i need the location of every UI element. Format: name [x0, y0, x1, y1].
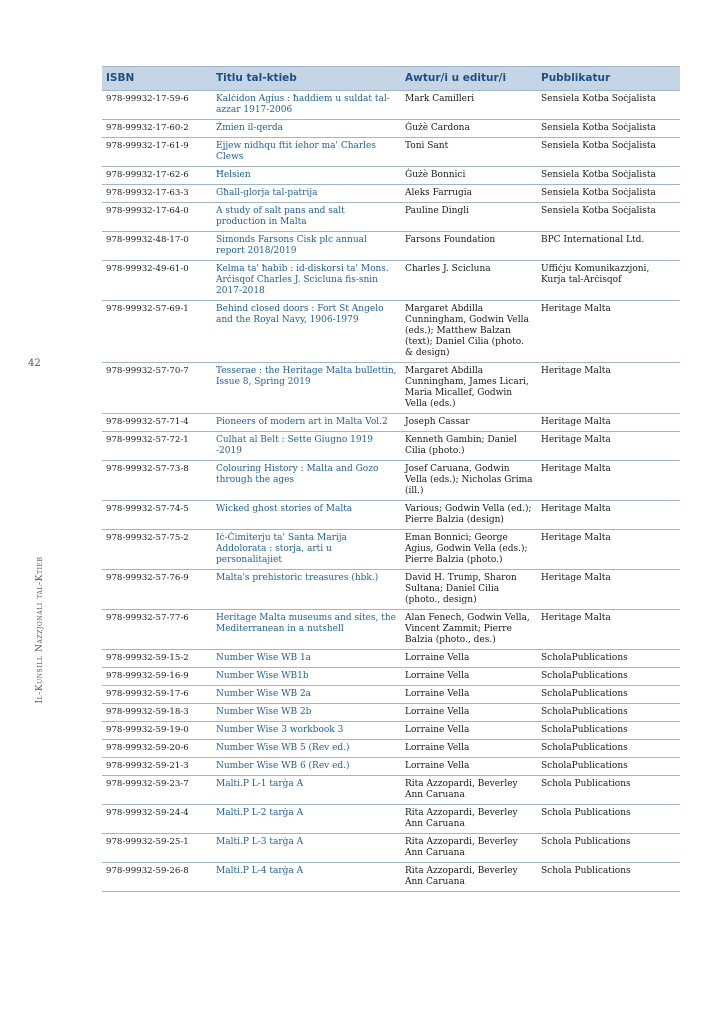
publisher-cell: ScholaPublications — [537, 668, 680, 686]
author-cell: Charles J. Scicluna — [401, 261, 537, 301]
isbn-cell: 978-99932-57-71-4 — [102, 414, 212, 432]
publisher-cell: Sensiela Kotba Soċjalista — [537, 120, 680, 138]
title-cell: Number Wise WB1b — [212, 668, 401, 686]
table-row — [102, 203, 680, 232]
isbn-cell: 978-99932-17-59-6 — [102, 91, 212, 120]
author-cell: Pauline Dingli — [401, 203, 537, 232]
isbn-cell: 978-99932-17-64-0 — [102, 203, 212, 232]
table-row — [102, 91, 680, 120]
author-cell: Rita Azzopardi, Beverley Ann Caruana — [401, 863, 537, 892]
author-cell: Rita Azzopardi, Beverley Ann Caruana — [401, 805, 537, 834]
publisher-cell: ScholaPublications — [537, 686, 680, 704]
publisher-cell: Heritage Malta — [537, 501, 680, 530]
publisher-cell: ScholaPublications — [537, 650, 680, 668]
author-cell: Lorraine Vella — [401, 650, 537, 668]
publisher-cell: Heritage Malta — [537, 363, 680, 414]
title-cell: Number Wise WB 6 (Rev ed.) — [212, 758, 401, 776]
table-row — [102, 610, 680, 650]
author-cell: Alan Fenech, Godwin Vella, Vincent Zammit; Pierre Balzia (photo., des.) — [401, 610, 537, 650]
title-cell: Heritage Malta museums and sites, the Mediterranean in a nutshell — [212, 610, 401, 650]
publisher-cell: Heritage Malta — [537, 461, 680, 501]
title-cell: A study of salt pans and salt production in Malta — [212, 203, 401, 232]
isbn-cell: 978-99932-57-77-6 — [102, 610, 212, 650]
publisher-cell: Schola Publications — [537, 776, 680, 805]
publisher-cell: Schola Publications — [537, 834, 680, 863]
title-cell: Malti.P L-2 tarġa A — [212, 805, 401, 834]
isbn-cell: 978-99932-59-15-2 — [102, 650, 212, 668]
isbn-cell: 978-99932-17-63-3 — [102, 185, 212, 203]
title-cell: Kelma ta' ħabib : id-diskorsi ta' Mons. Arċisqof Charles J. Scicluna fis-snin 2017-2018 — [212, 261, 401, 301]
publisher-cell: Heritage Malta — [537, 301, 680, 363]
title-cell: Number Wise 3 workbook 3 — [212, 722, 401, 740]
title-cell: Malti.P L-3 tarġa A — [212, 834, 401, 863]
title-cell: Pioneers of modern art in Malta Vol.2 — [212, 414, 401, 432]
isbn-cell: 978-99932-59-24-4 — [102, 805, 212, 834]
title-cell: Għall-glorja tal-patrija — [212, 185, 401, 203]
table-row — [102, 461, 680, 501]
title-cell: Żmien il-qerda — [212, 120, 401, 138]
title-cell: Ħelsien — [212, 167, 401, 185]
author-cell: Aleks Farrugia — [401, 185, 537, 203]
publisher-cell: Sensiela Kotba Soċjalista — [537, 185, 680, 203]
isbn-cell: 978-99932-57-74-5 — [102, 501, 212, 530]
isbn-cell: 978-99932-57-73-8 — [102, 461, 212, 501]
publisher-cell: Heritage Malta — [537, 432, 680, 461]
side-caption: Il-Kunsill Nazzjonali tal-Ktieb — [35, 556, 45, 704]
isbn-cell: 978-99932-57-69-1 — [102, 301, 212, 363]
table-row — [102, 232, 680, 261]
author-cell: Various; Godwin Vella (ed.); Pierre Balzia (design) — [401, 501, 537, 530]
table-row — [102, 570, 680, 610]
isbn-cell: 978-99932-57-70-7 — [102, 363, 212, 414]
isbn-cell: 978-99932-59-18-3 — [102, 704, 212, 722]
table-row — [102, 167, 680, 185]
table-row — [102, 740, 680, 758]
publisher-cell: BPC International Ltd. — [537, 232, 680, 261]
isbn-cell: 978-99932-59-16-9 — [102, 668, 212, 686]
publisher-cell: Sensiela Kotba Soċjalista — [537, 138, 680, 167]
title-cell: Culhat al Belt : Sette Giugno 1919 -2019 — [212, 432, 401, 461]
publisher-cell: ScholaPublications — [537, 722, 680, 740]
isbn-cell: 978-99932-59-19-0 — [102, 722, 212, 740]
title-cell: Wicked ghost stories of Malta — [212, 501, 401, 530]
title-cell: Colouring History : Malta and Gozo through the ages — [212, 461, 401, 501]
publisher-cell: Heritage Malta — [537, 414, 680, 432]
publisher-cell: Sensiela Kotba Soċjalista — [537, 203, 680, 232]
title-cell: Number Wise WB 5 (Rev ed.) — [212, 740, 401, 758]
column-header-authors: Awtur/i u editur/i — [401, 67, 537, 91]
title-cell: Number Wise WB 2a — [212, 686, 401, 704]
author-cell: Ġużè Cardona — [401, 120, 537, 138]
author-cell: Lorraine Vella — [401, 740, 537, 758]
isbn-cell: 978-99932-17-60-2 — [102, 120, 212, 138]
table-row — [102, 776, 680, 805]
isbn-cell: 978-99932-59-26-8 — [102, 863, 212, 892]
publisher-cell: Sensiela Kotba Soċjalista — [537, 167, 680, 185]
table-body — [102, 91, 680, 892]
table-header-row — [102, 67, 680, 91]
isbn-cell: 978-99932-17-61-9 — [102, 138, 212, 167]
author-cell: Lorraine Vella — [401, 704, 537, 722]
table-row — [102, 686, 680, 704]
author-cell: David H. Trump, Sharon Sultana; Daniel Cilia (photo., design) — [401, 570, 537, 610]
title-cell: Iċ-Ċimiterju ta' Santa Marija Addolorata : storja, arti u personalitajiet — [212, 530, 401, 570]
column-header-publisher: Pubblikatur — [537, 67, 680, 91]
isbn-cell: 978-99932-57-75-2 — [102, 530, 212, 570]
isbn-cell: 978-99932-48-17-0 — [102, 232, 212, 261]
author-cell: Lorraine Vella — [401, 758, 537, 776]
table-row — [102, 704, 680, 722]
table-row — [102, 120, 680, 138]
publisher-cell: ScholaPublications — [537, 740, 680, 758]
title-cell: Malta's prehistoric treasures (hbk.) — [212, 570, 401, 610]
publisher-cell: ScholaPublications — [537, 758, 680, 776]
publisher-cell: Uffiċju Komunikazzjoni, Kurja tal-Arċisqof — [537, 261, 680, 301]
title-cell: Tesserae : the Heritage Malta bullettin, Issue 8, Spring 2019 — [212, 363, 401, 414]
title-cell: Kalċidon Agius : ħaddiem u suldat tal-azzar 1917-2006 — [212, 91, 401, 120]
isbn-cell: 978-99932-59-21-3 — [102, 758, 212, 776]
isbn-cell: 978-99932-59-23-7 — [102, 776, 212, 805]
table-row — [102, 834, 680, 863]
author-cell: Ġużè Bonnici — [401, 167, 537, 185]
table-row — [102, 530, 680, 570]
table-row — [102, 501, 680, 530]
column-header-isbn: ISBN — [102, 67, 212, 91]
isbn-cell: 978-99932-49-61-0 — [102, 261, 212, 301]
publisher-cell: Schola Publications — [537, 805, 680, 834]
title-cell: Simonds Farsons Cisk plc annual report 2018/2019 — [212, 232, 401, 261]
isbn-cell: 978-99932-57-72-1 — [102, 432, 212, 461]
author-cell: Margaret Abdilla Cunningham, James Licari, Maria Micallef, Godwin Vella (eds.) — [401, 363, 537, 414]
table-row — [102, 414, 680, 432]
table-row — [102, 432, 680, 461]
title-cell: Behind closed doors : Fort St Angelo and the Royal Navy, 1906-1979 — [212, 301, 401, 363]
title-cell: Malti.P L-4 tarġa A — [212, 863, 401, 892]
table-row — [102, 301, 680, 363]
isbn-cell: 978-99932-59-17-6 — [102, 686, 212, 704]
publisher-cell: Heritage Malta — [537, 610, 680, 650]
author-cell: Rita Azzopardi, Beverley Ann Caruana — [401, 834, 537, 863]
author-cell: Joseph Cassar — [401, 414, 537, 432]
title-cell: Number Wise WB 1a — [212, 650, 401, 668]
author-cell: Margaret Abdilla Cunningham, Godwin Vella (eds.); Matthew Balzan (text); Daniel Cilia (photo. & design) — [401, 301, 537, 363]
isbn-cell: 978-99932-59-20-6 — [102, 740, 212, 758]
table-row — [102, 722, 680, 740]
isbn-cell: 978-99932-59-25-1 — [102, 834, 212, 863]
table-row — [102, 805, 680, 834]
isbn-cell: 978-99932-57-76-9 — [102, 570, 212, 610]
title-cell: Malti.P L-1 tarġa A — [212, 776, 401, 805]
author-cell: Kenneth Gambin; Daniel Cilia (photo.) — [401, 432, 537, 461]
author-cell: Toni Sant — [401, 138, 537, 167]
title-cell: Number Wise WB 2b — [212, 704, 401, 722]
author-cell: Lorraine Vella — [401, 686, 537, 704]
author-cell: Eman Bonnici; George Agius, Godwin Vella (eds.); Pierre Balzia (photo.) — [401, 530, 537, 570]
table-row — [102, 138, 680, 167]
table-row — [102, 363, 680, 414]
author-cell: Farsons Foundation — [401, 232, 537, 261]
author-cell: Mark Camilleri — [401, 91, 537, 120]
table-row — [102, 650, 680, 668]
table-row — [102, 758, 680, 776]
author-cell: Lorraine Vella — [401, 668, 537, 686]
table-row — [102, 185, 680, 203]
table-row — [102, 668, 680, 686]
table-row — [102, 261, 680, 301]
author-cell: Josef Caruana, Godwin Vella (eds.); Nicholas Grima (ill.) — [401, 461, 537, 501]
title-cell: Ejjew nidhqu ftit iehor ma' Charles Clews — [212, 138, 401, 167]
publisher-cell: Heritage Malta — [537, 570, 680, 610]
publisher-cell: Schola Publications — [537, 863, 680, 892]
page-number: 42 — [28, 358, 41, 369]
books-table — [102, 66, 680, 892]
publisher-cell: Sensiela Kotba Soċjalista — [537, 91, 680, 120]
table-row — [102, 863, 680, 892]
publisher-cell: Heritage Malta — [537, 530, 680, 570]
column-header-title: Titlu tal-ktieb — [212, 67, 401, 91]
author-cell: Rita Azzopardi, Beverley Ann Caruana — [401, 776, 537, 805]
publisher-cell: ScholaPublications — [537, 704, 680, 722]
isbn-cell: 978-99932-17-62-6 — [102, 167, 212, 185]
author-cell: Lorraine Vella — [401, 722, 537, 740]
